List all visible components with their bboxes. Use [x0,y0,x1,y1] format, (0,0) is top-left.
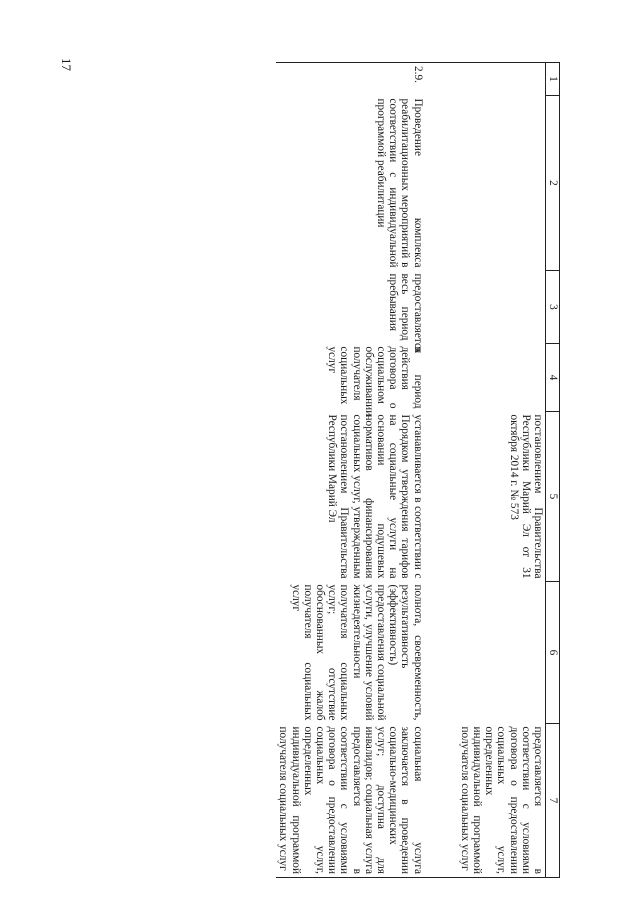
timing-cell: предоставляется весь период пребывания [387,273,424,354]
continuation-price-cell: постановлением Правительства Республики Марий Эл от 31 октября 2014 г. № 573 [507,414,544,579]
volume-cell: в период действия договора о социальном обслуживании получателя социальных услуг [326,346,424,417]
header-cell: 4 [546,344,560,412]
header-cell: 2 [546,96,560,271]
continuation-row [425,63,546,878]
header-cell: 7 [546,724,560,878]
conditions-cell: социальная услуга заключается в проведении социально-медицинских услуг; доступна для инвалидов; социальная услуга предоставляется в соответствии с условиями договора о предоставлении социальных услуг, определенных индивидуальной программой получателя социальных услуг [276,724,424,878]
page-number: 17 [59,58,74,71]
header-cell: 5 [546,412,560,582]
header-cell: 1 [546,63,560,96]
table-row [276,63,424,878]
header-cell: 6 [546,582,560,724]
continuation-conditions-cell: предоставляется в соответствии с условиями договора о предоставлении социальных услуг, определенных индивидуальной программой получателя социальных услуг [425,724,546,878]
row-number: 2.9. [276,63,424,96]
price-cell: устанавливается в соответствии с Порядком утверждения тарифов на социальные услуги на основании подушевых нормативов финансирования социальных услуг, утвержденным постановлением Правительства Республики Марий Эл [326,414,424,579]
services-table [276,62,560,878]
header-cell: 3 [546,271,560,344]
rotated-table-area [112,62,560,877]
header-row [546,63,560,878]
indicators-cell: полнота, своевременность, результативность (эффективность) предоставления социальной услуги, улучшение условий жизнедеятельности получателя социальных услуг; отсутствие обоснованных жалоб получателя социальных услуг [289,584,424,721]
service-name-cell: Проведение комплекса реабилитационных мероприятий в соответствии с индивидуальной программой реабилитации [374,98,424,268]
